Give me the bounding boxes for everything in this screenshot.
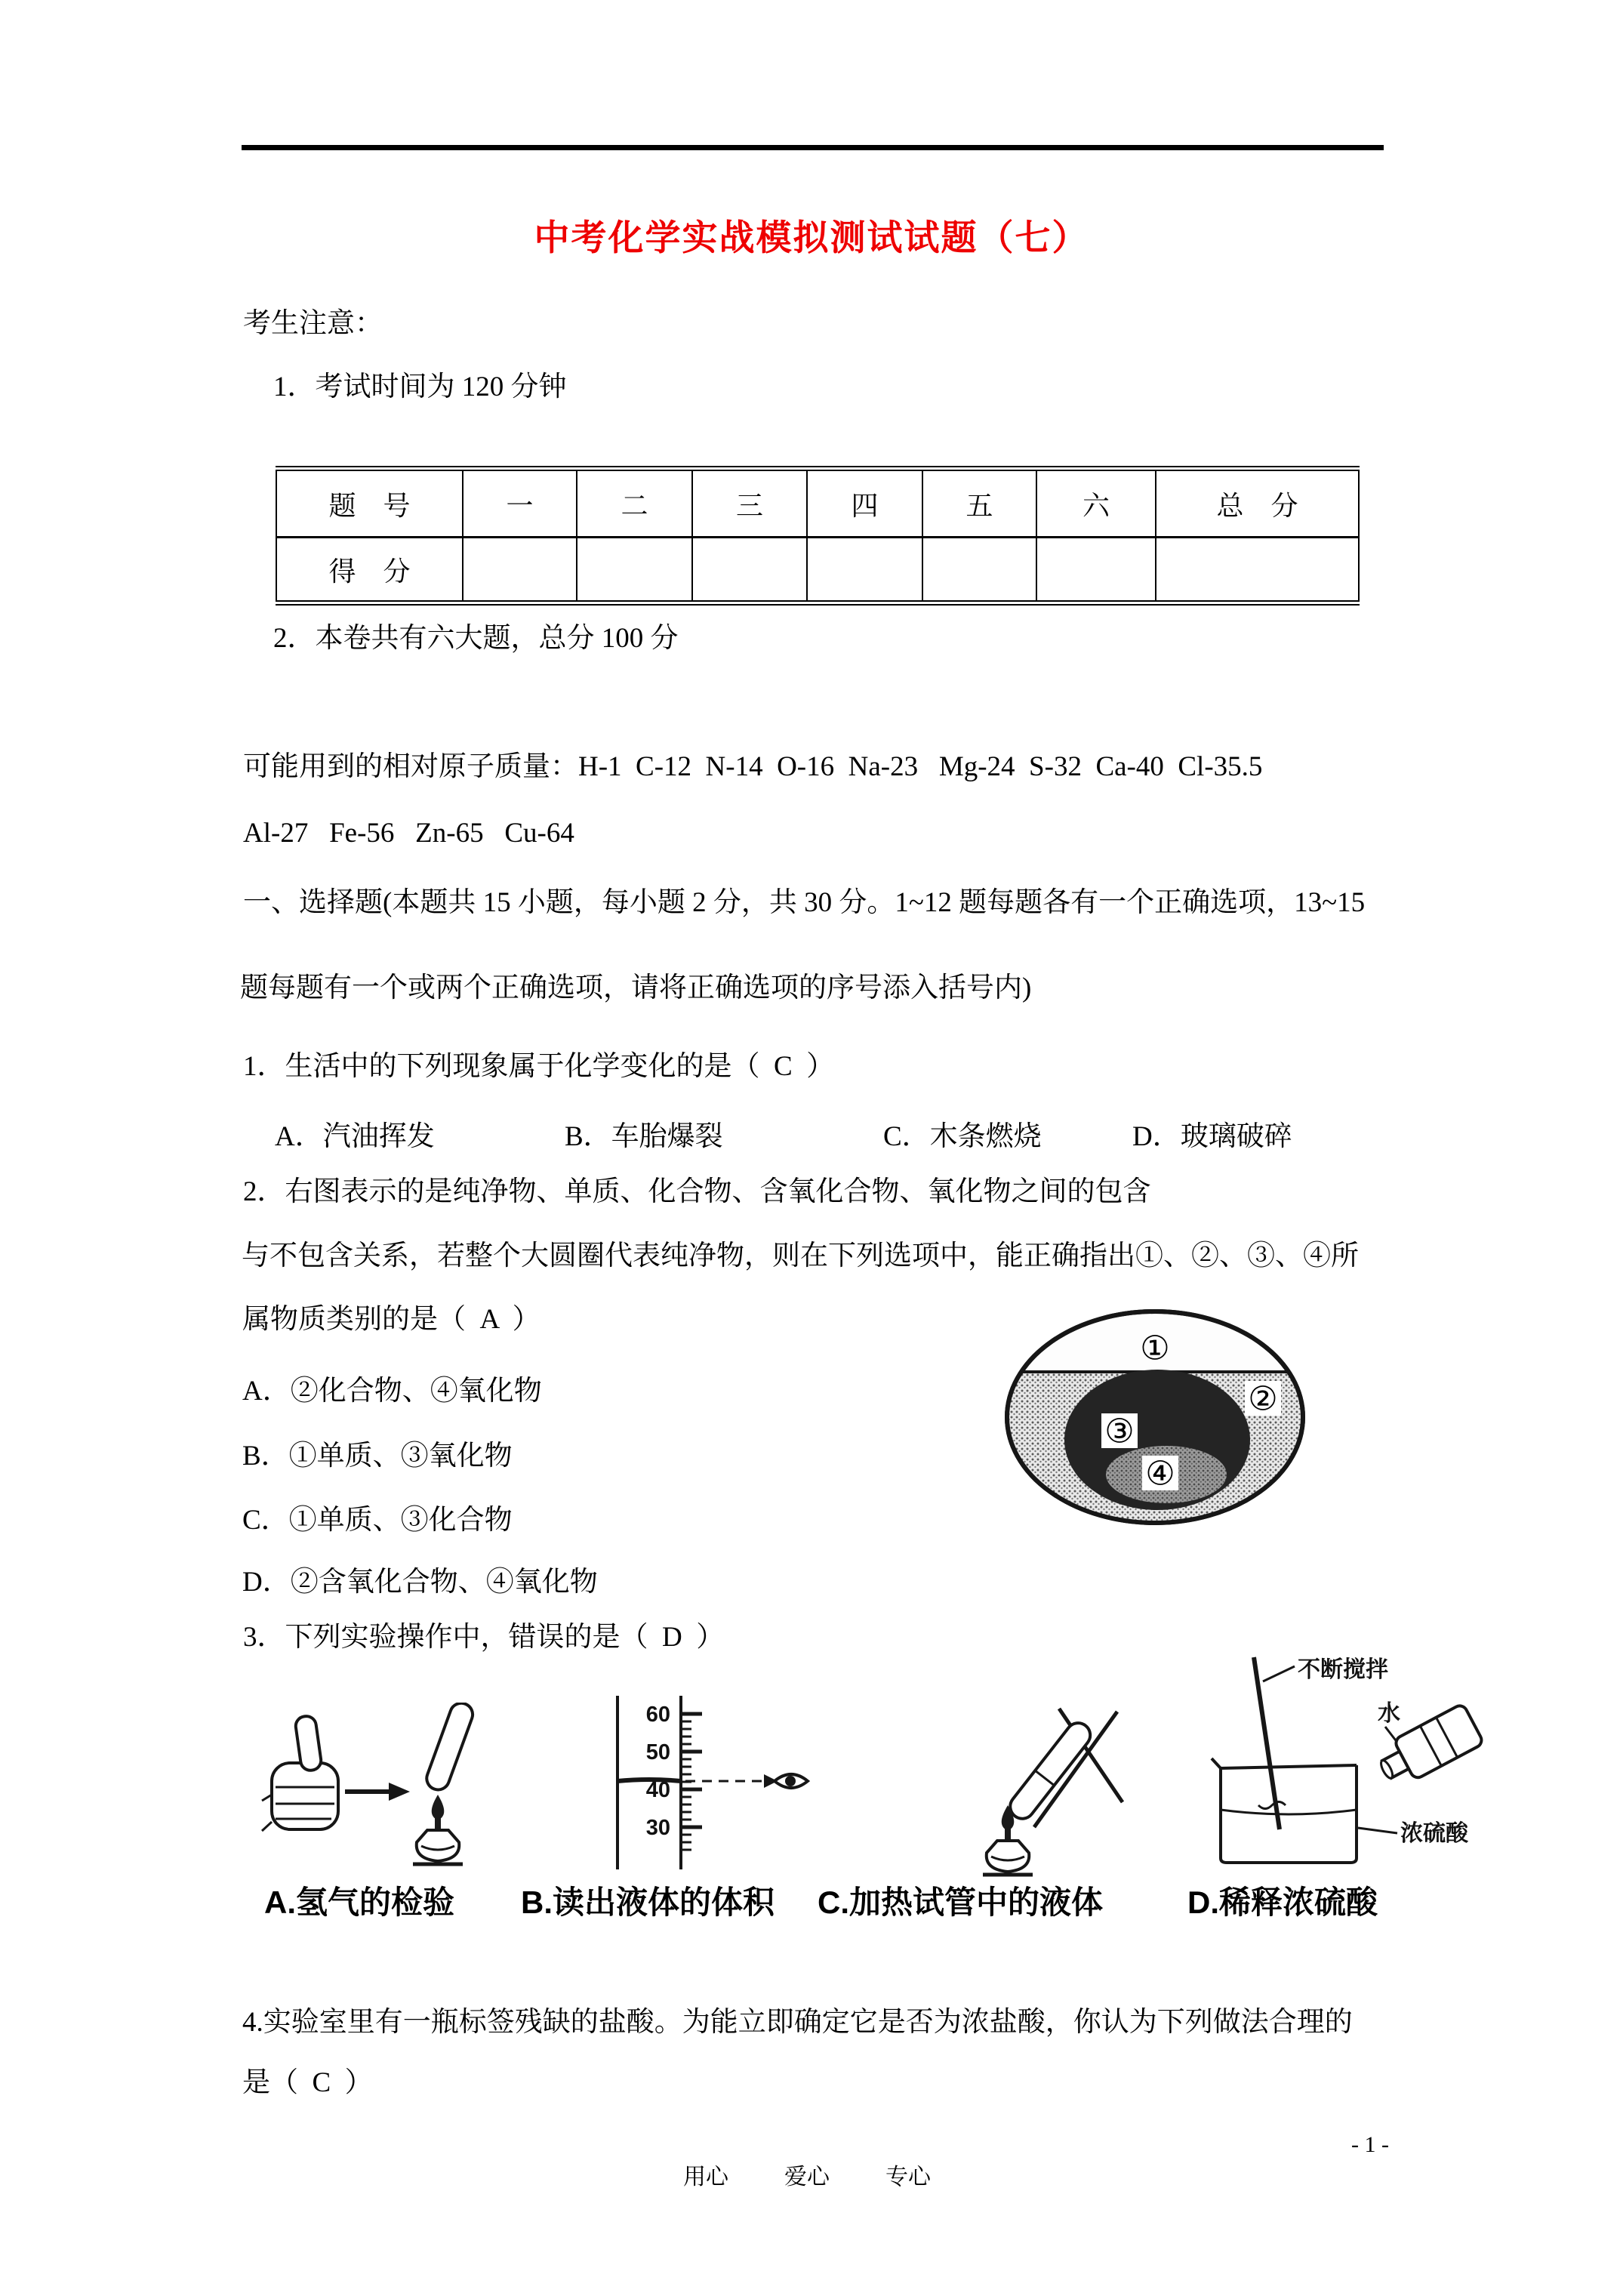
score-cell-empty xyxy=(577,538,692,603)
arrow-icon xyxy=(345,1783,410,1801)
atomic-masses-line-1: 可能用到的相对原子质量：H-1 C-12 N-14 O-16 Na-23 Mg-24 S-32 Ca-40 Cl-35.5 xyxy=(243,751,1263,782)
figure-label-b: B.读出液体的体积 xyxy=(521,1885,775,1920)
question-4-line-2: 是（ C ） xyxy=(242,2067,373,2098)
figure-dilute-acid xyxy=(1189,1650,1514,1876)
footer-motto xyxy=(661,2132,987,2217)
atomic-masses-line-2: Al-27 Fe-56 Zn-65 Cu-64 xyxy=(243,818,574,849)
score-cell-empty xyxy=(692,538,807,603)
score-table-cell: 二 xyxy=(577,469,692,538)
score-cell-empty xyxy=(922,538,1036,603)
question-1-text: 1．生活中的下列现象属于化学变化的是（ C ） xyxy=(243,1051,835,1082)
water-annotation: 水 xyxy=(1378,1701,1400,1726)
score-table-cell: 四 xyxy=(807,469,922,538)
venn-label-2: ② xyxy=(1248,1379,1278,1419)
score-table xyxy=(276,466,1360,606)
test-tube xyxy=(423,1703,476,1793)
question-2-line-3: 属物质类别的是（ A ） xyxy=(242,1304,540,1335)
figure-heat-test-tube xyxy=(932,1703,1159,1884)
footer-word-3: 专心 xyxy=(885,2165,931,2190)
hand-with-test-tube xyxy=(262,1715,338,1831)
figure-label-a: A.氢气的检验 xyxy=(264,1885,455,1920)
score-table-score-row xyxy=(276,538,1359,603)
section1-heading-line-2: 题每题有一个或两个正确选项，请将正确选项的序号添入括号内) xyxy=(240,972,1032,1003)
question-2-option-d: D．②含氧化合物、④氧化物 xyxy=(242,1567,598,1598)
figure-label-d: D.稀释浓硫酸 xyxy=(1187,1885,1378,1920)
alcohol-lamp xyxy=(413,1795,463,1864)
acid-liquid-level xyxy=(1221,1810,1357,1814)
question-2-line-1: 2．右图表示的是纯净物、单质、化合物、含氧化合物、氧化物之间的包含 xyxy=(243,1176,1151,1207)
score-cell-empty xyxy=(807,538,922,603)
venn-label-1: ① xyxy=(1140,1329,1170,1368)
question-2-option-a: A．②化合物、④氧化物 xyxy=(242,1376,542,1407)
tick-label-60: 60 xyxy=(645,1703,670,1727)
question-3-text: 3．下列实验操作中，错误的是（ D ） xyxy=(243,1622,725,1653)
liquid-level xyxy=(617,1780,681,1781)
question-1-option-c: C．木条燃烧 xyxy=(883,1121,1042,1152)
question-1-option-b: B．车胎爆裂 xyxy=(565,1121,723,1152)
score-table-cell: 题 号 xyxy=(276,469,463,538)
score-cell-empty xyxy=(463,538,577,603)
question-4-line-1: 4.实验室里有一瓶标签残缺的盐酸。为能立即确定它是否为浓盐酸，你认为下列做法合理的 xyxy=(242,2007,1353,2038)
acid-annotation: 浓硫酸 xyxy=(1400,1821,1468,1846)
eye-icon xyxy=(775,1774,808,1788)
figure-hydrogen-test xyxy=(260,1703,555,1880)
venn-label-4: ④ xyxy=(1145,1454,1175,1493)
page-title: 中考化学实战模拟测试试题（七） xyxy=(534,219,1089,258)
footer-word-1: 用心 xyxy=(683,2165,728,2190)
page-number: - 1 - xyxy=(1351,2132,1389,2157)
score-table-cell: 一 xyxy=(463,469,577,538)
score-table-cell: 三 xyxy=(692,469,807,538)
score-table-cell: 总 分 xyxy=(1156,469,1359,538)
leader-line-acid xyxy=(1358,1828,1397,1833)
header-rule xyxy=(242,145,1384,150)
score-table-cell: 五 xyxy=(922,469,1036,538)
tick-label-30: 30 xyxy=(645,1816,670,1840)
notice-item-1: 1．考试时间为 120 分钟 xyxy=(273,371,567,402)
leader-line-stir xyxy=(1263,1666,1295,1681)
tick-label-50: 50 xyxy=(645,1740,670,1764)
venn-label-3: ③ xyxy=(1104,1412,1135,1451)
score-table-header-row xyxy=(276,469,1359,538)
score-cell-empty xyxy=(1036,538,1156,603)
notice-item-2: 2．本卷共有六大题，总分 100 分 xyxy=(273,623,679,654)
score-cell-empty xyxy=(1156,538,1359,603)
figure-label-c: C.加热试管中的液体 xyxy=(818,1885,1104,1920)
score-row-label: 得 分 xyxy=(276,538,463,603)
stir-ripples xyxy=(1258,1802,1286,1809)
stir-annotation: 不断搅拌 xyxy=(1298,1657,1388,1682)
notice-heading: 考生注意： xyxy=(243,308,383,339)
question-1-option-a: A．汽油挥发 xyxy=(275,1121,435,1152)
question-2-option-b: B．①单质、③氧化物 xyxy=(242,1441,513,1472)
venn-diagram xyxy=(989,1284,1336,1544)
figure-read-volume xyxy=(596,1690,815,1875)
question-2-line-2: 与不包含关系，若整个大圆圈代表纯净物，则在下列选项中，能正确指出①、②、③、④所 xyxy=(242,1240,1359,1271)
score-table-cell: 六 xyxy=(1036,469,1156,538)
section1-heading-line-1: 一、选择题(本题共 15 小题，每小题 2 分，共 30 分。1~12 题每题各有一个正确选项，13~15 xyxy=(243,887,1366,918)
footer-word-2: 爱心 xyxy=(784,2165,830,2190)
question-1-option-d: D．玻璃破碎 xyxy=(1132,1121,1292,1152)
question-2-option-c: C．①单质、③化合物 xyxy=(242,1505,513,1536)
tick-label-40: 40 xyxy=(645,1778,670,1802)
